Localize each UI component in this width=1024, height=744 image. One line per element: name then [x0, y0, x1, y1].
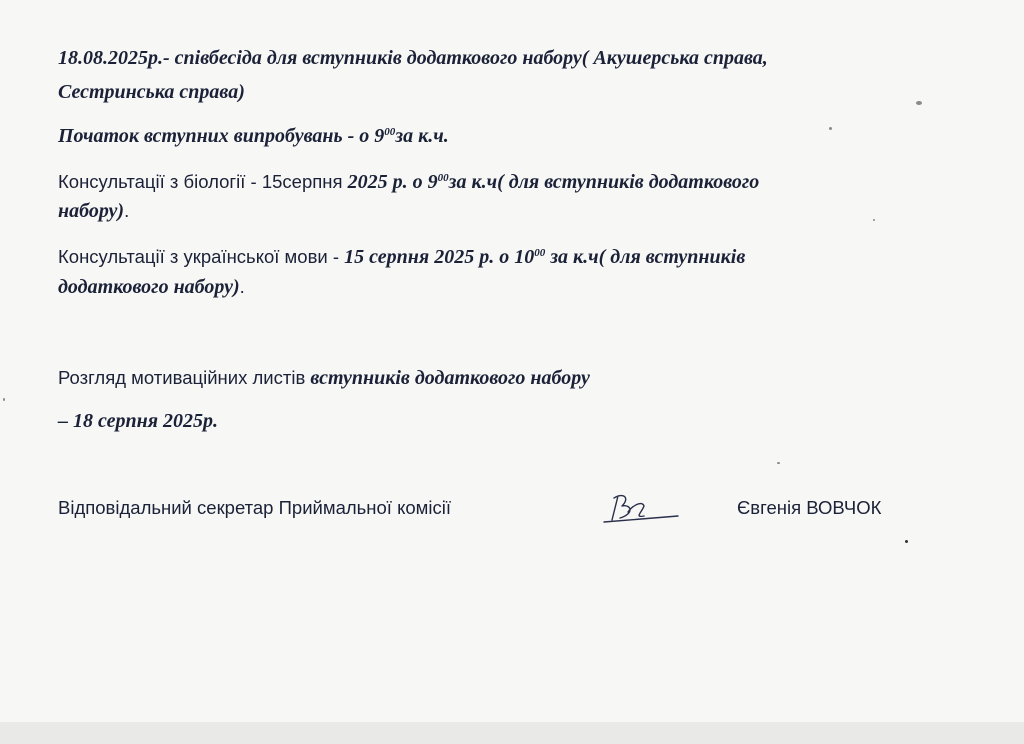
interview-date-line: 18.08.2025р.- співбесіда для вступників додаткового набору( Акушерська справа,	[58, 47, 768, 69]
signatory-name: Євгенія ВОВЧОК	[737, 497, 882, 518]
biology-consultation-line-cont: набору).	[58, 200, 130, 222]
signatory-title: Відповідальний секретар Приймальної комісії	[58, 497, 452, 518]
motivation-letters-date: – 18 серпня 2025р.	[58, 410, 219, 432]
scan-speck	[829, 127, 832, 130]
ukrainian-consultation-line: Консультації з української мови - 15 серпня 2025 р. о $10^{00}$ за к.ч( для вступників	[58, 246, 746, 268]
motivation-letters-line: Розгляд мотиваційних листів вступників додаткового набору	[58, 367, 590, 389]
scan-speck	[777, 462, 780, 464]
scan-speck	[905, 540, 908, 543]
handwritten-signature	[598, 486, 686, 530]
scan-bottom-edge	[0, 722, 1024, 744]
exam-start-line: Початок вступних випробувань - о $9^{00}за$ к.ч.	[58, 125, 449, 147]
interview-specialties-line: Сестринська справа)	[58, 81, 245, 103]
biology-consultation-line: Консультації з біології - 15серпня 2025 р. о $9^{00}за$ к.ч( для вступників додаткового	[58, 171, 760, 193]
scan-speck	[873, 219, 875, 221]
scan-speck	[916, 101, 922, 105]
scan-speck	[3, 398, 5, 401]
ukrainian-consultation-line-cont: додаткового набору).	[58, 276, 245, 298]
